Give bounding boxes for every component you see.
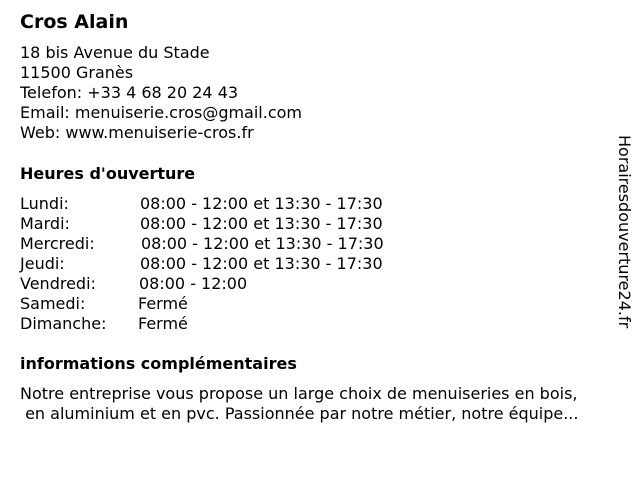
phone-number: +33 4 68 20 24 43 xyxy=(87,83,239,102)
address-block xyxy=(20,43,302,143)
phone-label: Telefon: xyxy=(20,83,83,102)
day-label: Dimanche: xyxy=(20,314,107,333)
day-label: Vendredi: xyxy=(20,274,96,293)
additional-info-heading: informations complémentaires xyxy=(20,354,297,373)
street-address: 18 bis Avenue du Stade xyxy=(20,43,210,62)
day-label: Lundi: xyxy=(20,194,69,213)
day-hours: 08:00 - 12:00 et 13:30 - 17:30 xyxy=(141,234,384,253)
day-label: Mercredi: xyxy=(20,234,95,253)
day-hours: 08:00 - 12:00 et 13:30 - 17:30 xyxy=(140,214,383,233)
day-label: Jeudi: xyxy=(20,254,65,273)
day-hours: 08:00 - 12:00 et 13:30 - 17:30 xyxy=(140,194,383,213)
city-address: 11500 Granès xyxy=(20,63,134,82)
additional-info-text: Notre entreprise vous propose un large choix de menuiseries en bois, en aluminium et en pvc. Passionnée par notre métier, notre équipe... xyxy=(20,384,579,423)
day-hours: 08:00 - 12:00 xyxy=(139,274,248,293)
day-label: Samedi: xyxy=(20,294,86,313)
web-address: www.menuiserie-cros.fr xyxy=(65,123,254,142)
email-address: menuiserie.cros@gmail.com xyxy=(74,103,303,122)
email-label: Email: xyxy=(20,103,70,122)
web-label: Web: xyxy=(20,123,61,142)
day-hours: 08:00 - 12:00 et 13:30 - 17:30 xyxy=(140,254,383,273)
day-hours: Fermé xyxy=(138,314,188,333)
site-watermark: Horairesdouverture24.fr xyxy=(615,135,634,329)
email-line xyxy=(20,103,302,123)
day-hours: Fermé xyxy=(138,294,188,313)
day-label: Mardi: xyxy=(20,214,70,233)
opening-hours-heading: Heures d'ouverture xyxy=(20,164,196,183)
phone-line xyxy=(20,83,302,103)
business-name: Cros Alain xyxy=(20,11,129,33)
web-line xyxy=(20,123,302,143)
